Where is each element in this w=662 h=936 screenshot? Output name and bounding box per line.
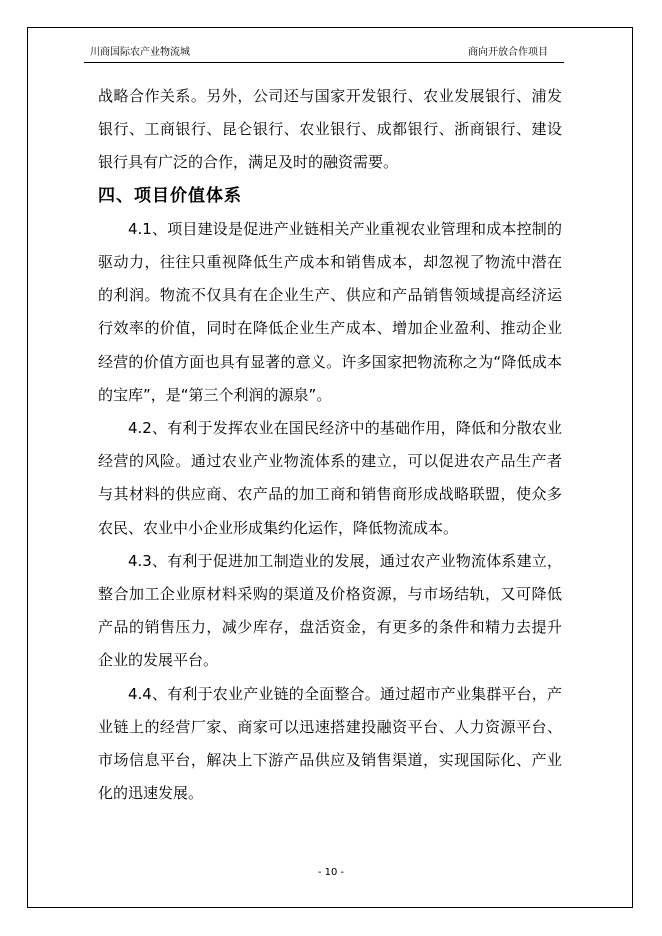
paragraph-4-2: 4.2、有利于发挥农业在国民经济中的基础作用，降低和分散农业经营的风险。通过农业产业物流体系的建立，可以促进农产品生产者与其材料的供应商、农产品的加工商和销售商形成战略联盟，使众多农民、农业中小企业形成集约化运作，降低物流成本。	[98, 419, 562, 537]
paragraph-4-1: 4.1、项目建设是促进产业链相关产业重视农业管理和成本控制的驱动力，往往只重视降低生产成本和销售成本，却忽视了物流中潜在的利润。物流不仅具有在企业生产、供应和产品销售领域提高经济运行效率的价值，同时在降低企业生产成本、增加企业盈利、推动企业经营的价值方面也具有显著的意义。许多国家把物流称之为“降低成本的宝库”，是“第三个利润的源泉”。	[98, 219, 562, 404]
header-left-title: 川商国际农产业物流城	[90, 47, 190, 58]
page-number: - 10 -	[317, 867, 345, 878]
page-header	[84, 44, 564, 63]
section-title: 四、项目价值体系	[98, 185, 242, 206]
header-right-title: 商向开放合作项目	[468, 47, 548, 58]
paragraph-intro: 战略合作关系。另外，公司还与国家开发银行、农业发展银行、浦发银行、工商银行、昆仑银行、农业银行、成都银行、浙商银行、建设银行具有广泛的合作，满足及时的融资需要。	[98, 87, 562, 172]
paragraph-4-3: 4.3、有利于促进加工制造业的发展，通过农产业物流体系建立，整合加工企业原材料采购的渠道及价格资源，与市场结轨，又可降低产品的销售压力，减少库存，盘活资金，有更多的条件和精力去提升企业的发展平台。	[98, 551, 562, 670]
paragraph-4-4: 4.4、有利于农业产业链的全面整合。通过超市产业集群平台，产业链上的经营厂家、商家可以迅速搭建投融资平台、人力资源平台、市场信息平台，解决上下游产品供应及销售渠道，实现国际化、产业化的迅速发展。	[98, 684, 562, 803]
document-body	[98, 80, 562, 810]
